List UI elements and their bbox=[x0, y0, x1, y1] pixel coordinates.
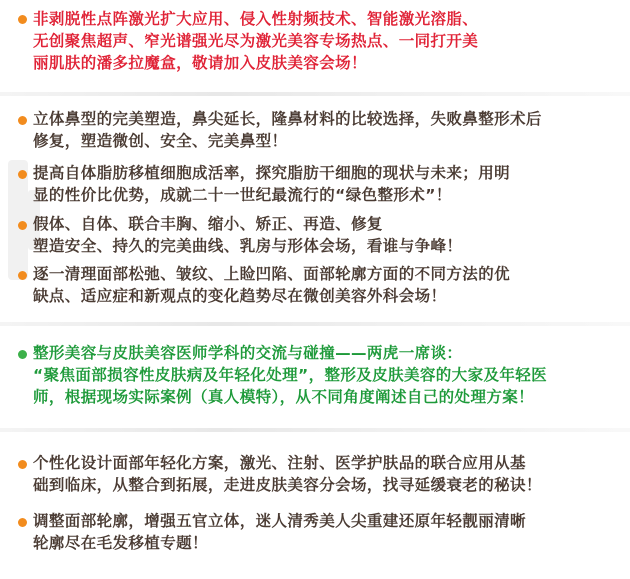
text-line: 立体鼻型的完美塑造，鼻尖延长，隆鼻材料的比较选择，失败鼻整形术后 bbox=[33, 110, 542, 128]
text-line: 无创聚焦超声、窄光谱强光尽为激光美容专场热点、一同打开美 bbox=[33, 32, 479, 50]
hair-transplant-paragraph bbox=[33, 510, 618, 554]
text-line: 丽肌肤的潘多拉魔盒，敬请加入皮肤美容会场！ bbox=[33, 54, 367, 72]
text-line: 个性化设计面部年轻化方案，激光、注射、医学护肤品的联合应用从基 bbox=[33, 454, 526, 472]
breast-paragraph bbox=[33, 213, 618, 257]
text-line: 塑造安全、持久的完美曲线、乳房与形体会场，看谁与争峰！ bbox=[33, 237, 463, 255]
text-line: 础到临床，从整合到拓展，走进皮肤美容分会场，找寻延缓衰老的秘诀！ bbox=[33, 476, 542, 494]
text-line: 假体、自体、联合丰胸、缩小、矫正、再造、修复 bbox=[33, 215, 383, 233]
text-line: 轮廓尽在毛发移植专题！ bbox=[33, 534, 208, 552]
dialogue-paragraph bbox=[33, 342, 618, 408]
intro-paragraph bbox=[33, 8, 618, 74]
bullet-icon bbox=[18, 518, 27, 527]
section-divider bbox=[0, 322, 630, 326]
bullet-icon bbox=[18, 460, 27, 469]
bullet-icon bbox=[18, 116, 27, 125]
bullet-icon bbox=[18, 170, 27, 179]
fat-graft-paragraph bbox=[33, 162, 618, 206]
text-line: 修复，塑造微创、安全、完美鼻型！ bbox=[33, 132, 288, 150]
facial-paragraph bbox=[33, 263, 618, 307]
text-line: 提高自体脂肪移植细胞成活率，探究脂肪干细胞的现状与未来；用明 bbox=[33, 164, 511, 182]
rejuvenation-paragraph bbox=[33, 452, 618, 496]
bullet-icon bbox=[18, 15, 27, 24]
text-line: 整形美容与皮肤美容医师学科的交流与碰撞——两虎一席谈： bbox=[33, 344, 463, 362]
bullet-icon bbox=[18, 350, 27, 359]
nose-paragraph bbox=[33, 108, 618, 152]
text-line: 缺点、适应症和新观点的变化趋势尽在微创美容外科会场！ bbox=[33, 287, 447, 305]
text-line: 逐一清理面部松弛、皱纹、上睑凹陷、面部轮廓方面的不同方法的优 bbox=[33, 265, 511, 283]
text-line: 师，根据现场实际案例（真人模特），从不同角度阐述自己的处理方案！ bbox=[33, 388, 535, 406]
section-divider bbox=[0, 428, 630, 432]
text-line: 调整面部轮廓，增强五官立体，迷人清秀美人尖重建还原年轻靓丽清晰 bbox=[33, 512, 526, 530]
bullet-icon bbox=[18, 271, 27, 280]
bullet-icon bbox=[18, 221, 27, 230]
text-line: 非剥脱性点阵激光扩大应用、侵入性射频技术、智能激光溶脂、 bbox=[33, 10, 479, 28]
text-line: “聚焦面部损容性皮肤病及年轻化处理”，整形及皮肤美容的大家及年轻医 bbox=[33, 366, 548, 384]
text-line: 显的性价比优势，成就二十一世纪最流行的“绿色整形术”！ bbox=[33, 186, 452, 204]
section-divider bbox=[0, 92, 630, 96]
